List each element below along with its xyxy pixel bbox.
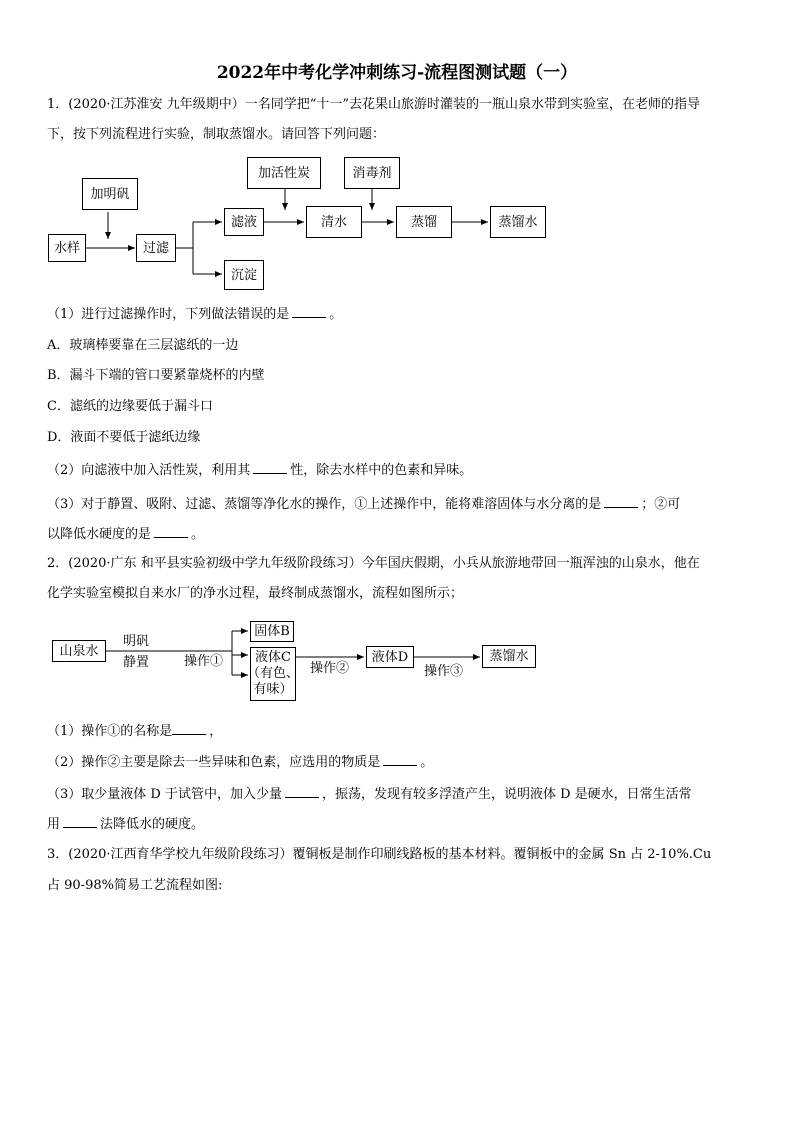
q2-sub3-text-b: ，振荡，发现有较多浮渣产生，说明液体 D 是硬水，日常生活常 [321, 787, 692, 802]
q2-sub1 [47, 722, 222, 740]
q2-sub3-blank1[interactable] [285, 785, 319, 798]
q2-sub3-text-d: 法降低水的硬度。 [100, 817, 205, 832]
q1-stem-line1: 1．(2020·江苏淮安 九年级期中）一名同学把“十一”去花果山旅游时灌装的一瓶山泉水带到实验室，在老师的指导 [47, 97, 700, 112]
q2-liquid-c-line1: 液体C [255, 650, 291, 665]
q2-label-op2: 操作② [310, 661, 350, 676]
q2-sub3-text-a: （3）取少量液体 D 于试管中，加入少量 [47, 787, 282, 802]
q1-sub2-text-b: 性，除去水样中的色素和异味。 [290, 463, 473, 478]
q1-sub3-text-c: 以降低水硬度的是 [47, 527, 152, 542]
q2-sub1-text-b: ， [209, 724, 223, 739]
q2-sub2-blank[interactable] [383, 753, 417, 766]
q3-stem-line2: 占 90-98%简易工艺流程如图: [47, 878, 223, 893]
q1-sub3-text-b: ；②可 [641, 497, 681, 512]
q1-sub3-text-d: 。 [191, 527, 205, 542]
q2-box-distilled-water: 蒸馏水 [482, 645, 536, 668]
q2-sub2-text-b: 。 [420, 755, 434, 770]
q1-box-distill: 蒸馏 [396, 206, 452, 238]
q1-option-d: D．液面不要低于滤纸边缘 [47, 430, 201, 445]
q1-option-c: C．滤纸的边缘要低于漏斗口 [47, 399, 213, 414]
q2-label-settle: 静置 [123, 655, 150, 670]
q1-sub1-text: （1）进行过滤操作时，下列做法错误的是 [47, 307, 290, 322]
q2-sub1-blank[interactable] [172, 722, 206, 735]
q2-sub3-blank2[interactable] [63, 815, 97, 828]
q2-label-alum: 明矾 [123, 634, 150, 649]
q2-label-op3: 操作③ [424, 664, 464, 679]
q1-sub3-text-a: （3）对于静置、吸附、过滤、蒸馏等净化水的操作，①上述操作中，能将难溶固体与水分离的是 [47, 497, 602, 512]
q1-box-precipitate: 沉淀 [224, 260, 264, 290]
q2-sub2-text-a: （2）操作②主要是除去一些异味和色素，应选用的物质是 [47, 755, 381, 770]
q1-box-disinfectant: 消毒剂 [344, 157, 400, 189]
q2-label-op1: 操作① [184, 654, 224, 669]
q1-sub1-end: 。 [329, 307, 343, 322]
q2-box-spring-water: 山泉水 [52, 640, 106, 662]
q2-box-liquid-d: 液体D [366, 646, 414, 668]
q1-box-distilled-water: 蒸馏水 [490, 206, 546, 238]
q2-sub2 [47, 753, 433, 771]
q2-sub3-line2 [47, 815, 204, 833]
q2-stem-line2: 化学实验室模拟自来水厂的净水过程，最终制成蒸馏水，流程如图所示； [47, 586, 464, 601]
q1-option-b: B．漏斗下端的管口要紧靠烧杯的内壁 [47, 368, 265, 383]
q2-box-solid-b: 固体B [250, 621, 294, 642]
q1-box-water-sample: 水样 [48, 234, 86, 262]
q1-box-add-activated-carbon: 加活性炭 [247, 157, 321, 189]
q1-option-a: A．玻璃棒要靠在三层滤纸的一边 [47, 338, 239, 353]
q1-stem-line2: 下，按下列流程进行实验，制取蒸馏水。请回答下列问题： [47, 127, 386, 142]
q1-box-filter: 过滤 [136, 234, 176, 262]
q2-box-liquid-c [247, 647, 300, 701]
q1-sub2-text-a: （2）向滤液中加入活性炭，利用其 [47, 463, 251, 478]
q2-liquid-c-line3: 有味） [253, 682, 293, 697]
q2-liquid-c-line2: （有色、 [247, 666, 300, 681]
q2-sub3-text-c: 用 [47, 817, 61, 832]
q1-box-filtrate: 滤液 [224, 208, 264, 236]
q3-stem-line1: 3．(2020·江西育华学校九年级阶段练习）覆铜板是制作印刷线路板的基本材料。覆铜板中的金属 Sn 占 2-10%.Cu [47, 847, 712, 862]
q2-sub1-text-a: （1）操作①的名称是 [47, 724, 173, 739]
page-title: 2022年中考化学冲刺练习-流程图测试题（一） [216, 63, 578, 83]
q1-box-add-alum: 加明矾 [82, 178, 138, 210]
q2-stem-line1: 2．(2020·广东 和平县实验初级中学九年级阶段练习）今年国庆假期，小兵从旅游地带回一瓶浑浊的山泉水，他在 [47, 556, 700, 571]
q1-box-clear-water: 清水 [306, 206, 362, 238]
q2-sub3-line1 [47, 785, 692, 803]
